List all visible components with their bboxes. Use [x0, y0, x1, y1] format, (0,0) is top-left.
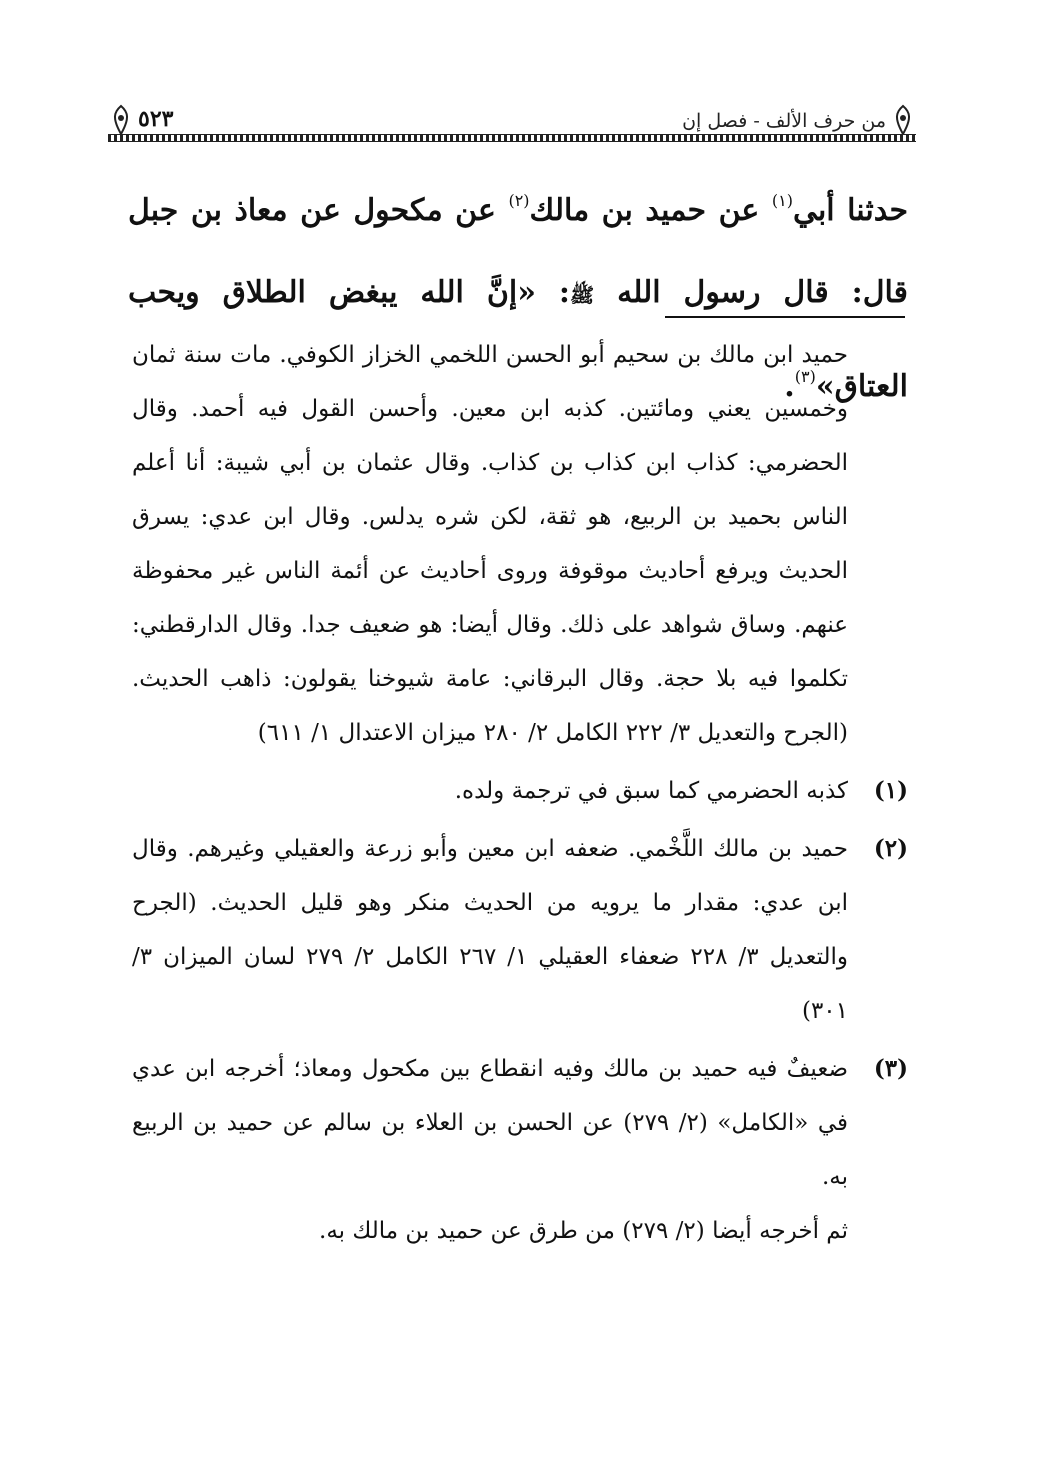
ornament-icon: [108, 104, 134, 136]
footnote-text: حميد بن مالك اللَّخْمي. ضعفه ابن معين وأبو زرعة والعقيلي وغيرهم. وقال ابن عدي: مقدار ما يرويه من الحديث منكر وهو قليل الحديث. (الجرح والتعديل ٣/ ٢٢٨ ضعفاء العقيلي ١/ ٢٦٧ الكامل ٢/ ٢٧٩ لسان الميزان ٣/ ٣٠١): [132, 836, 849, 1024]
text-run: حدثنا أبي: [792, 193, 908, 228]
footnote-text: كذبه الحضرمي كما سبق في ترجمة ولده.: [454, 778, 848, 804]
text-run: .: [784, 369, 795, 404]
footnote-ref-3: (٣): [794, 367, 816, 386]
hadith-text: إنَّ الله يبغض الطلاق ويحب العتاق: [128, 275, 908, 404]
running-title: من حرف الألف - فصل إن: [682, 110, 886, 132]
footnote-separator: [665, 316, 905, 318]
footnotes-section: [132, 328, 908, 1258]
footnote-number: (٢): [873, 835, 908, 862]
ornament-icon: [890, 104, 916, 136]
text-run: عن مكحول عن معاذ بن جبل قال: قال رسول الله: [128, 193, 908, 310]
text-run: عن حميد بن مالك: [529, 193, 772, 228]
footnote-ref-2: (٢): [508, 191, 530, 210]
footnote-3: [132, 1042, 908, 1204]
footnote-3-continuation: ثم أخرجه أيضا (٢/ ٢٧٩) من طرق عن حميد بن مالك به.: [319, 1218, 848, 1244]
running-header: [108, 104, 916, 138]
footnote-2: [132, 822, 908, 1038]
footnote-number: (١): [873, 777, 908, 804]
footnote-text: ضعيفٌ فيه حميد بن مالك وفيه انقطاع بين مكحول ومعاذ؛ أخرجه ابن عدي في «الكامل» (٢/ ٢٧٩) عن الحسن بن العلاء بن سالم عن حميد بن الربيع به.: [132, 1056, 849, 1190]
footnote-1: [132, 764, 908, 818]
header-rule: [108, 134, 916, 142]
salutation-glyph: ﷺ: [569, 283, 595, 307]
footnote-ref-1: (١): [771, 191, 793, 210]
narrator-biography: حميد ابن مالك بن سحيم أبو الحسن اللخمي الخزاز الكوفي. مات سنة ثمان وخمسين يعني ومائتين. كذبه ابن معين. وأحسن القول فيه أحمد. وقال الحضرمي: كذاب ابن كذاب بن كذاب. وقال عثمان بن أبي شيبة: أنا أعلم الناس بحميد بن الربيع، هو ثقة، لكن شره يدلس. وقال ابن عدي: يسرق الحديث ويرفع أحاديث موقوفة وروى أحاديث عن أئمة الناس غير محفوظة عنهم. وساق شواهد على ذلك. وقال أيضا: هو ضعيف جدا. وقال الدارقطني: تكلموا فيه بلا حجة. وقال البرقاني: عامة شيوخنا يقولون: ذاهب الحديث. (الجرح والتعديل ٣/ ٢٢٢ الكامل ٢/ ٢٨٠ ميزان الاعتدال ١/ ٦١١): [132, 342, 848, 746]
page-number: ٥٢٣: [138, 106, 174, 132]
text-run: »: [815, 369, 835, 404]
footnote-number: (٣): [873, 1055, 908, 1082]
text-run: : «: [517, 275, 570, 310]
